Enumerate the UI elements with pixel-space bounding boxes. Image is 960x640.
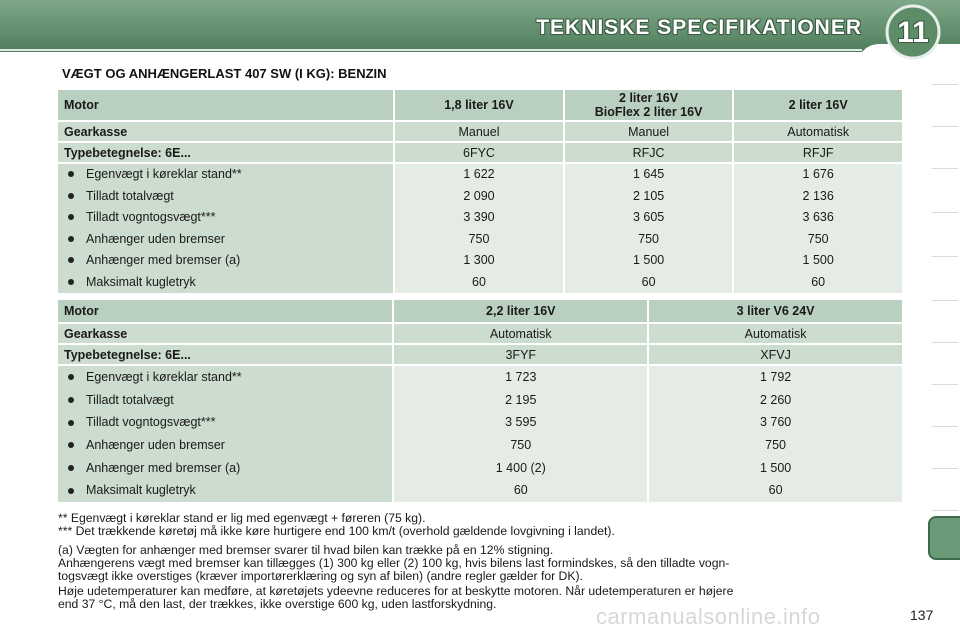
watermark: carmanualsonline.info [596,604,821,629]
weights-block [58,164,902,293]
spec-table-2 [56,298,904,504]
cell: 3FYF [394,345,647,364]
side-tab-divider [932,510,958,511]
footnote: *** Det trækkende køretøj må ikke køre hurtigere end 100 km/t (overhold gældende lovgivning i landet). [58,524,615,538]
bullet-icon [68,442,74,448]
list-item: Tilladt vogntogsvægt*** [58,207,393,229]
weights-block [58,366,902,502]
side-tab-divider [932,126,958,127]
list-item: Maksimalt kugletryk [58,479,392,502]
cell: Automatisk [734,122,902,141]
values-col: 1 792 2 260 3 760 750 1 500 60 [649,366,902,502]
header-col: 2,2 liter 16V [394,300,647,322]
side-tab-divider [932,384,958,385]
footnote: Høje udetemperaturer kan medføre, at køretøjets ydeevne reduceres for at beskytte motoren. Når udetemperaturen er højere [58,584,734,598]
list-item: Anhænger uden bremser [58,229,393,251]
page-number: 137 [910,607,934,623]
bullet-icon [68,236,74,242]
cell: 6FYC [395,143,563,162]
cell: Automatisk [394,324,647,343]
values-col: 1 723 2 195 3 595 750 1 400 (2) 60 [394,366,647,502]
header-col-line: BioFlex 2 liter 16V [594,105,703,119]
cell: RFJC [565,143,733,162]
footnote: ** Egenvægt i køreklar stand er lig med egenvægt + føreren (75 kg). [58,511,426,525]
side-tab-divider [932,468,958,469]
list-item: Tilladt totalvægt [58,186,393,208]
bullet-icon [68,171,74,177]
list-item: Tilladt vogntogsvægt*** [58,411,392,434]
header-col-line: 2 liter 16V [619,91,679,105]
list-item: Egenvægt i køreklar stand** [58,366,392,389]
bullet-icon [68,374,74,380]
values-col: 1 645 2 105 3 605 750 1 500 60 [565,164,733,293]
side-tab-divider [932,168,958,169]
cell: RFJF [734,143,902,162]
cell: Manuel [395,122,563,141]
list-item: Egenvægt i køreklar stand** [58,164,393,186]
cell: XFVJ [649,345,902,364]
header-label: Motor [58,90,393,120]
table-header-row [58,90,902,120]
side-tab-divider [932,342,958,343]
side-tab-active-chapter[interactable] [928,516,960,560]
cell: Manuel [565,122,733,141]
row-label: Gearkasse [58,122,393,141]
bullet-icon [68,420,74,426]
bullet-icon [68,488,74,494]
values-col: 1 622 2 090 3 390 750 1 300 60 [395,164,563,293]
header-col: 1,8 liter 16V [395,90,563,120]
list-item: Anhænger uden bremser [58,434,392,457]
footnote: Anhængerens vægt med bremser kan tillægges (1) 300 kg eller (2) 100 kg, hvis bilens last formindskes, så den tilladte vogn- [58,556,730,570]
footnote: togsvægt ikke overstiges (kræver importørerklæring og syn af bilen) (andre regler gælder for DK). [58,569,583,583]
chapter-number-badge: 11 [897,16,929,49]
chapter-title: TEKNISKE SPECIFIKATIONER [536,16,862,39]
cell: Automatisk [649,324,902,343]
list-item: Anhænger med bremser (a) [58,457,392,480]
bullet-icon [68,279,74,285]
gearkasse-row [58,324,902,343]
header-col [565,90,733,120]
header-label: Motor [58,300,392,322]
footnote: end 37 °C, må den last, der trækkes, ikke overstige 600 kg, uden lastforskydning. [58,597,497,611]
gearkasse-row [58,122,902,141]
weights-labels [58,164,393,293]
table-header-row [58,300,902,322]
bullet-icon [68,465,74,471]
side-tab-divider [932,300,958,301]
bullet-icon [68,257,74,263]
spec-table-1 [56,88,904,295]
side-tab-divider [932,426,958,427]
footnote: (a) Vægten for anhænger med bremser svarer til hvad bilen kan trække på en 12% stigning. [58,543,554,557]
type-row [58,345,902,364]
row-label: Gearkasse [58,324,392,343]
bullet-icon [68,397,74,403]
list-item: Maksimalt kugletryk [58,272,393,294]
bullet-icon [68,214,74,220]
side-tab-strip [926,64,960,574]
list-item: Tilladt totalvægt [58,389,392,412]
row-label: Typebetegnelse: 6E... [58,143,393,162]
section-title: VÆGT OG ANHÆNGERLAST 407 SW (I KG): BENZIN [62,66,387,81]
side-tab-divider [932,212,958,213]
side-tab-divider [932,84,958,85]
values-col: 1 676 2 136 3 636 750 1 500 60 [734,164,902,293]
list-item: Anhænger med bremser (a) [58,250,393,272]
side-tab-divider [932,256,958,257]
footnotes [58,512,908,611]
bullet-icon [68,193,74,199]
header-col: 2 liter 16V [734,90,902,120]
weights-labels [58,366,392,502]
row-label: Typebetegnelse: 6E... [58,345,392,364]
type-row [58,143,902,162]
header-col: 3 liter V6 24V [649,300,902,322]
